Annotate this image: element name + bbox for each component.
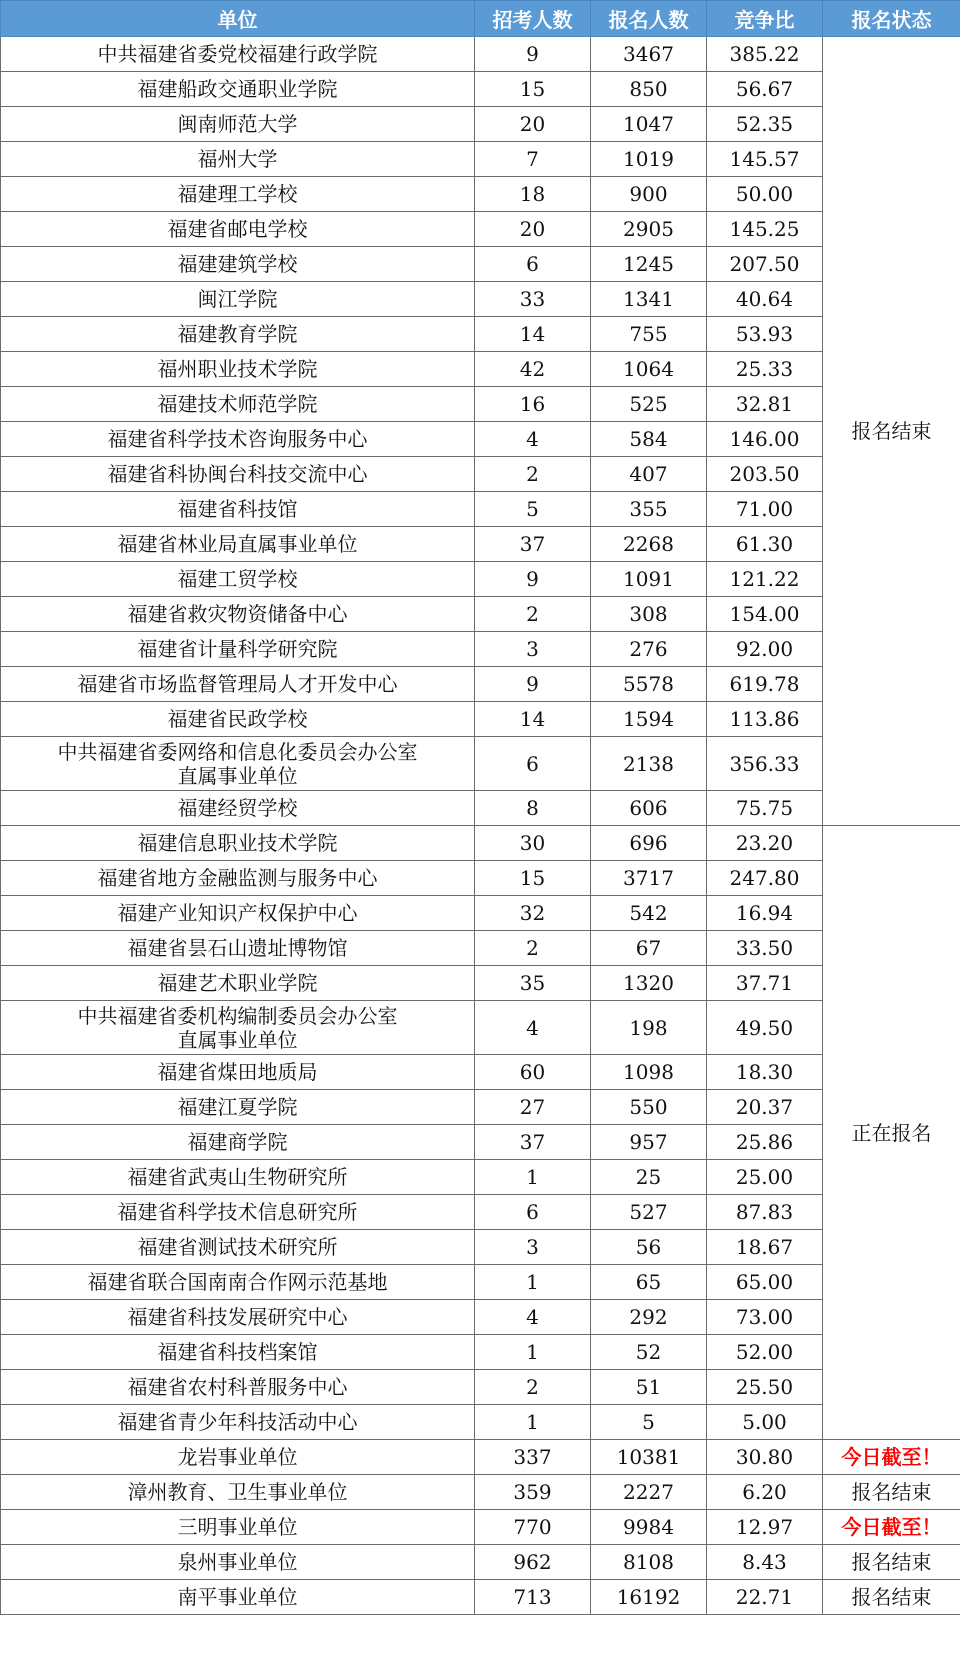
column-header-ratio: 竞争比 xyxy=(707,1,823,37)
quota-cell: 37 xyxy=(475,527,591,562)
table-row xyxy=(1,1510,960,1545)
quota-cell: 359 xyxy=(475,1475,591,1510)
status-cell: 今日截至！ xyxy=(823,1440,960,1475)
ratio-cell: 207.50 xyxy=(707,247,823,282)
column-header-quota: 招考人数 xyxy=(475,1,591,37)
table-row xyxy=(1,177,960,212)
unit-cell: 福建省青少年科技活动中心 xyxy=(1,1405,475,1440)
table-row xyxy=(1,966,960,1001)
table-row xyxy=(1,1300,960,1335)
table-row xyxy=(1,632,960,667)
table-row xyxy=(1,317,960,352)
ratio-cell: 247.80 xyxy=(707,861,823,896)
table-row xyxy=(1,282,960,317)
applicants-cell: 51 xyxy=(591,1370,707,1405)
quota-cell: 5 xyxy=(475,492,591,527)
unit-cell: 福建省科学技术咨询服务中心 xyxy=(1,422,475,457)
table-row xyxy=(1,1370,960,1405)
ratio-cell: 32.81 xyxy=(707,387,823,422)
applicants-cell: 52 xyxy=(591,1335,707,1370)
table-row xyxy=(1,737,960,791)
table-row xyxy=(1,667,960,702)
table-row xyxy=(1,1265,960,1300)
applicants-cell: 1098 xyxy=(591,1055,707,1090)
applicants-cell: 355 xyxy=(591,492,707,527)
table-row xyxy=(1,457,960,492)
ratio-cell: 145.57 xyxy=(707,142,823,177)
quota-cell: 962 xyxy=(475,1545,591,1580)
ratio-cell: 30.80 xyxy=(707,1440,823,1475)
table-row xyxy=(1,1125,960,1160)
table-row xyxy=(1,1475,960,1510)
applicants-cell: 1091 xyxy=(591,562,707,597)
table-row xyxy=(1,1335,960,1370)
applicants-cell: 1019 xyxy=(591,142,707,177)
applicants-cell: 2138 xyxy=(591,737,707,791)
table-row xyxy=(1,931,960,966)
table-row xyxy=(1,702,960,737)
applicants-cell: 65 xyxy=(591,1265,707,1300)
quota-cell: 35 xyxy=(475,966,591,1001)
unit-cell: 福建省测试技术研究所 xyxy=(1,1230,475,1265)
unit-cell: 中共福建省委机构编制委员会办公室 直属事业单位 xyxy=(1,1001,475,1055)
applicants-cell: 276 xyxy=(591,632,707,667)
quota-cell: 15 xyxy=(475,861,591,896)
unit-cell: 福建江夏学院 xyxy=(1,1090,475,1125)
ratio-cell: 37.71 xyxy=(707,966,823,1001)
status-cell: 报名结束 xyxy=(823,1545,960,1580)
unit-cell: 中共福建省委网络和信息化委员会办公室 直属事业单位 xyxy=(1,737,475,791)
table-row xyxy=(1,1405,960,1440)
table-row xyxy=(1,562,960,597)
quota-cell: 16 xyxy=(475,387,591,422)
table-row xyxy=(1,37,960,72)
ratio-cell: 87.83 xyxy=(707,1195,823,1230)
quota-cell: 37 xyxy=(475,1125,591,1160)
ratio-cell: 56.67 xyxy=(707,72,823,107)
quota-cell: 1 xyxy=(475,1265,591,1300)
quota-cell: 3 xyxy=(475,632,591,667)
ratio-cell: 12.97 xyxy=(707,1510,823,1545)
table-row xyxy=(1,107,960,142)
unit-cell: 福建工贸学校 xyxy=(1,562,475,597)
quota-cell: 32 xyxy=(475,896,591,931)
unit-cell: 福建省市场监督管理局人才开发中心 xyxy=(1,667,475,702)
unit-cell: 闽江学院 xyxy=(1,282,475,317)
column-header-unit: 单位 xyxy=(1,1,475,37)
quota-cell: 30 xyxy=(475,826,591,861)
applicants-cell: 198 xyxy=(591,1001,707,1055)
quota-cell: 60 xyxy=(475,1055,591,1090)
ratio-cell: 50.00 xyxy=(707,177,823,212)
ratio-cell: 25.00 xyxy=(707,1160,823,1195)
unit-cell: 福建艺术职业学院 xyxy=(1,966,475,1001)
table-row xyxy=(1,1001,960,1055)
quota-cell: 14 xyxy=(475,317,591,352)
unit-cell: 福建教育学院 xyxy=(1,317,475,352)
applicants-cell: 550 xyxy=(591,1090,707,1125)
ratio-cell: 53.93 xyxy=(707,317,823,352)
quota-cell: 14 xyxy=(475,702,591,737)
table-row xyxy=(1,791,960,826)
quota-cell: 20 xyxy=(475,212,591,247)
ratio-cell: 18.30 xyxy=(707,1055,823,1090)
unit-cell: 漳州教育、卫生事业单位 xyxy=(1,1475,475,1510)
unit-cell: 福建省联合国南南合作网示范基地 xyxy=(1,1265,475,1300)
table-row xyxy=(1,1580,960,1615)
ratio-cell: 18.67 xyxy=(707,1230,823,1265)
table-row xyxy=(1,1160,960,1195)
quota-cell: 15 xyxy=(475,72,591,107)
unit-cell: 福建省民政学校 xyxy=(1,702,475,737)
ratio-cell: 23.20 xyxy=(707,826,823,861)
quota-cell: 1 xyxy=(475,1405,591,1440)
status-cell: 报名结束 xyxy=(823,1475,960,1510)
applicants-cell: 5578 xyxy=(591,667,707,702)
quota-cell: 2 xyxy=(475,597,591,632)
ratio-cell: 20.37 xyxy=(707,1090,823,1125)
quota-cell: 4 xyxy=(475,1001,591,1055)
applicants-cell: 584 xyxy=(591,422,707,457)
unit-cell: 福建省林业局直属事业单位 xyxy=(1,527,475,562)
unit-cell: 福建省昙石山遗址博物馆 xyxy=(1,931,475,966)
table-row xyxy=(1,1440,960,1475)
quota-cell: 2 xyxy=(475,931,591,966)
ratio-cell: 71.00 xyxy=(707,492,823,527)
table-row xyxy=(1,1230,960,1265)
unit-cell: 福建省农村科普服务中心 xyxy=(1,1370,475,1405)
ratio-cell: 145.25 xyxy=(707,212,823,247)
table-row xyxy=(1,1090,960,1125)
table-row xyxy=(1,597,960,632)
table-row xyxy=(1,492,960,527)
ratio-cell: 33.50 xyxy=(707,931,823,966)
table-row xyxy=(1,1545,960,1580)
applicants-cell: 2268 xyxy=(591,527,707,562)
unit-cell: 福建省地方金融监测与服务中心 xyxy=(1,861,475,896)
applicants-cell: 25 xyxy=(591,1160,707,1195)
table-row xyxy=(1,422,960,457)
unit-cell: 福建省科技档案馆 xyxy=(1,1335,475,1370)
status-cell: 正在报名 xyxy=(823,826,960,1440)
quota-cell: 9 xyxy=(475,667,591,702)
table-row xyxy=(1,861,960,896)
applicants-cell: 8108 xyxy=(591,1545,707,1580)
applicants-cell: 1341 xyxy=(591,282,707,317)
unit-cell: 福建省科学技术信息研究所 xyxy=(1,1195,475,1230)
quota-cell: 713 xyxy=(475,1580,591,1615)
unit-cell: 福建省计量科学研究院 xyxy=(1,632,475,667)
unit-cell: 闽南师范大学 xyxy=(1,107,475,142)
status-cell: 报名结束 xyxy=(823,37,960,826)
unit-cell: 福建省科技馆 xyxy=(1,492,475,527)
quota-cell: 8 xyxy=(475,791,591,826)
quota-cell: 9 xyxy=(475,562,591,597)
unit-cell: 福建经贸学校 xyxy=(1,791,475,826)
quota-cell: 9 xyxy=(475,37,591,72)
unit-cell: 福州大学 xyxy=(1,142,475,177)
applicants-cell: 9984 xyxy=(591,1510,707,1545)
unit-cell: 福建省煤田地质局 xyxy=(1,1055,475,1090)
unit-cell: 福建产业知识产权保护中心 xyxy=(1,896,475,931)
applicants-cell: 1245 xyxy=(591,247,707,282)
ratio-cell: 203.50 xyxy=(707,457,823,492)
applicants-cell: 850 xyxy=(591,72,707,107)
unit-cell: 福建省邮电学校 xyxy=(1,212,475,247)
ratio-cell: 121.22 xyxy=(707,562,823,597)
table-row xyxy=(1,1055,960,1090)
ratio-cell: 356.33 xyxy=(707,737,823,791)
table-row xyxy=(1,142,960,177)
applicants-cell: 1047 xyxy=(591,107,707,142)
table-row xyxy=(1,387,960,422)
status-cell: 报名结束 xyxy=(823,1580,960,1615)
ratio-cell: 16.94 xyxy=(707,896,823,931)
applicants-cell: 755 xyxy=(591,317,707,352)
column-header-status: 报名状态 xyxy=(823,1,960,37)
applicants-cell: 2227 xyxy=(591,1475,707,1510)
table-row xyxy=(1,247,960,282)
ratio-cell: 40.64 xyxy=(707,282,823,317)
applicants-cell: 2905 xyxy=(591,212,707,247)
quota-cell: 770 xyxy=(475,1510,591,1545)
unit-cell: 福建商学院 xyxy=(1,1125,475,1160)
applicants-cell: 3467 xyxy=(591,37,707,72)
ratio-cell: 75.75 xyxy=(707,791,823,826)
unit-cell: 福州职业技术学院 xyxy=(1,352,475,387)
table-row xyxy=(1,896,960,931)
applicants-cell: 16192 xyxy=(591,1580,707,1615)
applicants-cell: 10381 xyxy=(591,1440,707,1475)
unit-cell: 南平事业单位 xyxy=(1,1580,475,1615)
applicants-cell: 3717 xyxy=(591,861,707,896)
table-header-row xyxy=(1,1,960,37)
ratio-cell: 154.00 xyxy=(707,597,823,632)
applicants-cell: 1320 xyxy=(591,966,707,1001)
quota-cell: 6 xyxy=(475,247,591,282)
applicants-cell: 525 xyxy=(591,387,707,422)
quota-cell: 2 xyxy=(475,457,591,492)
applicants-cell: 527 xyxy=(591,1195,707,1230)
quota-cell: 42 xyxy=(475,352,591,387)
quota-cell: 18 xyxy=(475,177,591,212)
ratio-cell: 5.00 xyxy=(707,1405,823,1440)
ratio-cell: 22.71 xyxy=(707,1580,823,1615)
ratio-cell: 52.35 xyxy=(707,107,823,142)
applicants-cell: 696 xyxy=(591,826,707,861)
quota-cell: 3 xyxy=(475,1230,591,1265)
quota-cell: 6 xyxy=(475,737,591,791)
applicants-cell: 308 xyxy=(591,597,707,632)
table-row xyxy=(1,212,960,247)
unit-cell: 福建船政交通职业学院 xyxy=(1,72,475,107)
ratio-cell: 8.43 xyxy=(707,1545,823,1580)
ratio-cell: 73.00 xyxy=(707,1300,823,1335)
applicants-cell: 1064 xyxy=(591,352,707,387)
ratio-cell: 25.50 xyxy=(707,1370,823,1405)
ratio-cell: 49.50 xyxy=(707,1001,823,1055)
ratio-cell: 25.33 xyxy=(707,352,823,387)
quota-cell: 20 xyxy=(475,107,591,142)
applicants-cell: 56 xyxy=(591,1230,707,1265)
quota-cell: 7 xyxy=(475,142,591,177)
quota-cell: 33 xyxy=(475,282,591,317)
applicants-cell: 957 xyxy=(591,1125,707,1160)
applicants-cell: 1594 xyxy=(591,702,707,737)
quota-cell: 4 xyxy=(475,1300,591,1335)
ratio-cell: 92.00 xyxy=(707,632,823,667)
table-row xyxy=(1,826,960,861)
quota-cell: 2 xyxy=(475,1370,591,1405)
applicants-cell: 900 xyxy=(591,177,707,212)
ratio-cell: 65.00 xyxy=(707,1265,823,1300)
ratio-cell: 52.00 xyxy=(707,1335,823,1370)
ratio-cell: 25.86 xyxy=(707,1125,823,1160)
table-row xyxy=(1,352,960,387)
applicants-cell: 542 xyxy=(591,896,707,931)
applicants-cell: 606 xyxy=(591,791,707,826)
unit-cell: 福建建筑学校 xyxy=(1,247,475,282)
applicants-cell: 292 xyxy=(591,1300,707,1335)
table-row xyxy=(1,527,960,562)
unit-cell: 中共福建省委党校福建行政学院 xyxy=(1,37,475,72)
table-body xyxy=(1,37,960,1615)
quota-cell: 1 xyxy=(475,1335,591,1370)
table-row xyxy=(1,72,960,107)
unit-cell: 福建省科技发展研究中心 xyxy=(1,1300,475,1335)
unit-cell: 龙岩事业单位 xyxy=(1,1440,475,1475)
quota-cell: 4 xyxy=(475,422,591,457)
quota-cell: 6 xyxy=(475,1195,591,1230)
table-row xyxy=(1,1195,960,1230)
unit-cell: 三明事业单位 xyxy=(1,1510,475,1545)
ratio-cell: 385.22 xyxy=(707,37,823,72)
unit-cell: 福建信息职业技术学院 xyxy=(1,826,475,861)
applicants-cell: 5 xyxy=(591,1405,707,1440)
quota-cell: 1 xyxy=(475,1160,591,1195)
unit-cell: 福建省科协闽台科技交流中心 xyxy=(1,457,475,492)
ratio-cell: 619.78 xyxy=(707,667,823,702)
ratio-cell: 146.00 xyxy=(707,422,823,457)
ratio-cell: 6.20 xyxy=(707,1475,823,1510)
unit-cell: 福建理工学校 xyxy=(1,177,475,212)
status-cell: 今日截至！ xyxy=(823,1510,960,1545)
column-header-applicants: 报名人数 xyxy=(591,1,707,37)
unit-cell: 泉州事业单位 xyxy=(1,1545,475,1580)
ratio-cell: 113.86 xyxy=(707,702,823,737)
applicants-cell: 407 xyxy=(591,457,707,492)
ratio-cell: 61.30 xyxy=(707,527,823,562)
unit-cell: 福建省救灾物资储备中心 xyxy=(1,597,475,632)
applicants-cell: 67 xyxy=(591,931,707,966)
quota-cell: 27 xyxy=(475,1090,591,1125)
unit-cell: 福建技术师范学院 xyxy=(1,387,475,422)
quota-cell: 337 xyxy=(475,1440,591,1475)
unit-cell: 福建省武夷山生物研究所 xyxy=(1,1160,475,1195)
